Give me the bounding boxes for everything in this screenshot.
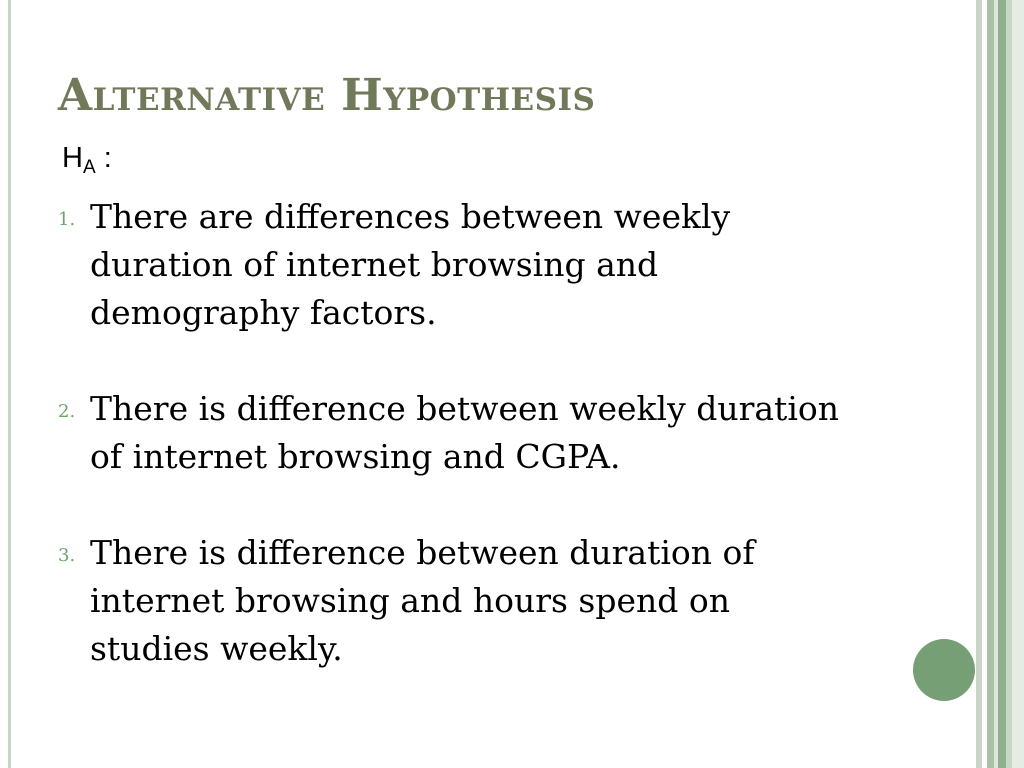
hypothesis-list — [58, 193, 858, 721]
item-text: There are differences between weekly duration of internet browsing and demography factors. — [90, 197, 731, 332]
list-item — [58, 529, 858, 673]
hypothesis-letter: H — [62, 142, 83, 174]
item-text: There is difference between duration of internet browsing and hours spend on studies weekly. — [90, 533, 755, 668]
left-decorative-rule — [8, 0, 11, 768]
hypothesis-suffix: : — [95, 142, 112, 174]
decorative-circle — [913, 639, 975, 701]
hypothesis-subscript: A — [82, 157, 96, 178]
list-item — [58, 385, 858, 481]
item-number: 2. — [58, 401, 76, 422]
item-number: 3. — [58, 545, 76, 566]
right-decorative-border — [976, 0, 1024, 768]
item-number: 1. — [58, 209, 76, 230]
border-stripe — [998, 0, 1006, 768]
slide-title: Alternative Hypothesis — [58, 70, 596, 121]
list-item — [58, 193, 858, 337]
hypothesis-label — [62, 142, 112, 179]
border-stripe — [987, 0, 994, 768]
border-stripe — [1012, 0, 1024, 768]
item-text: There is difference between weekly duration of internet browsing and CGPA. — [90, 389, 839, 476]
